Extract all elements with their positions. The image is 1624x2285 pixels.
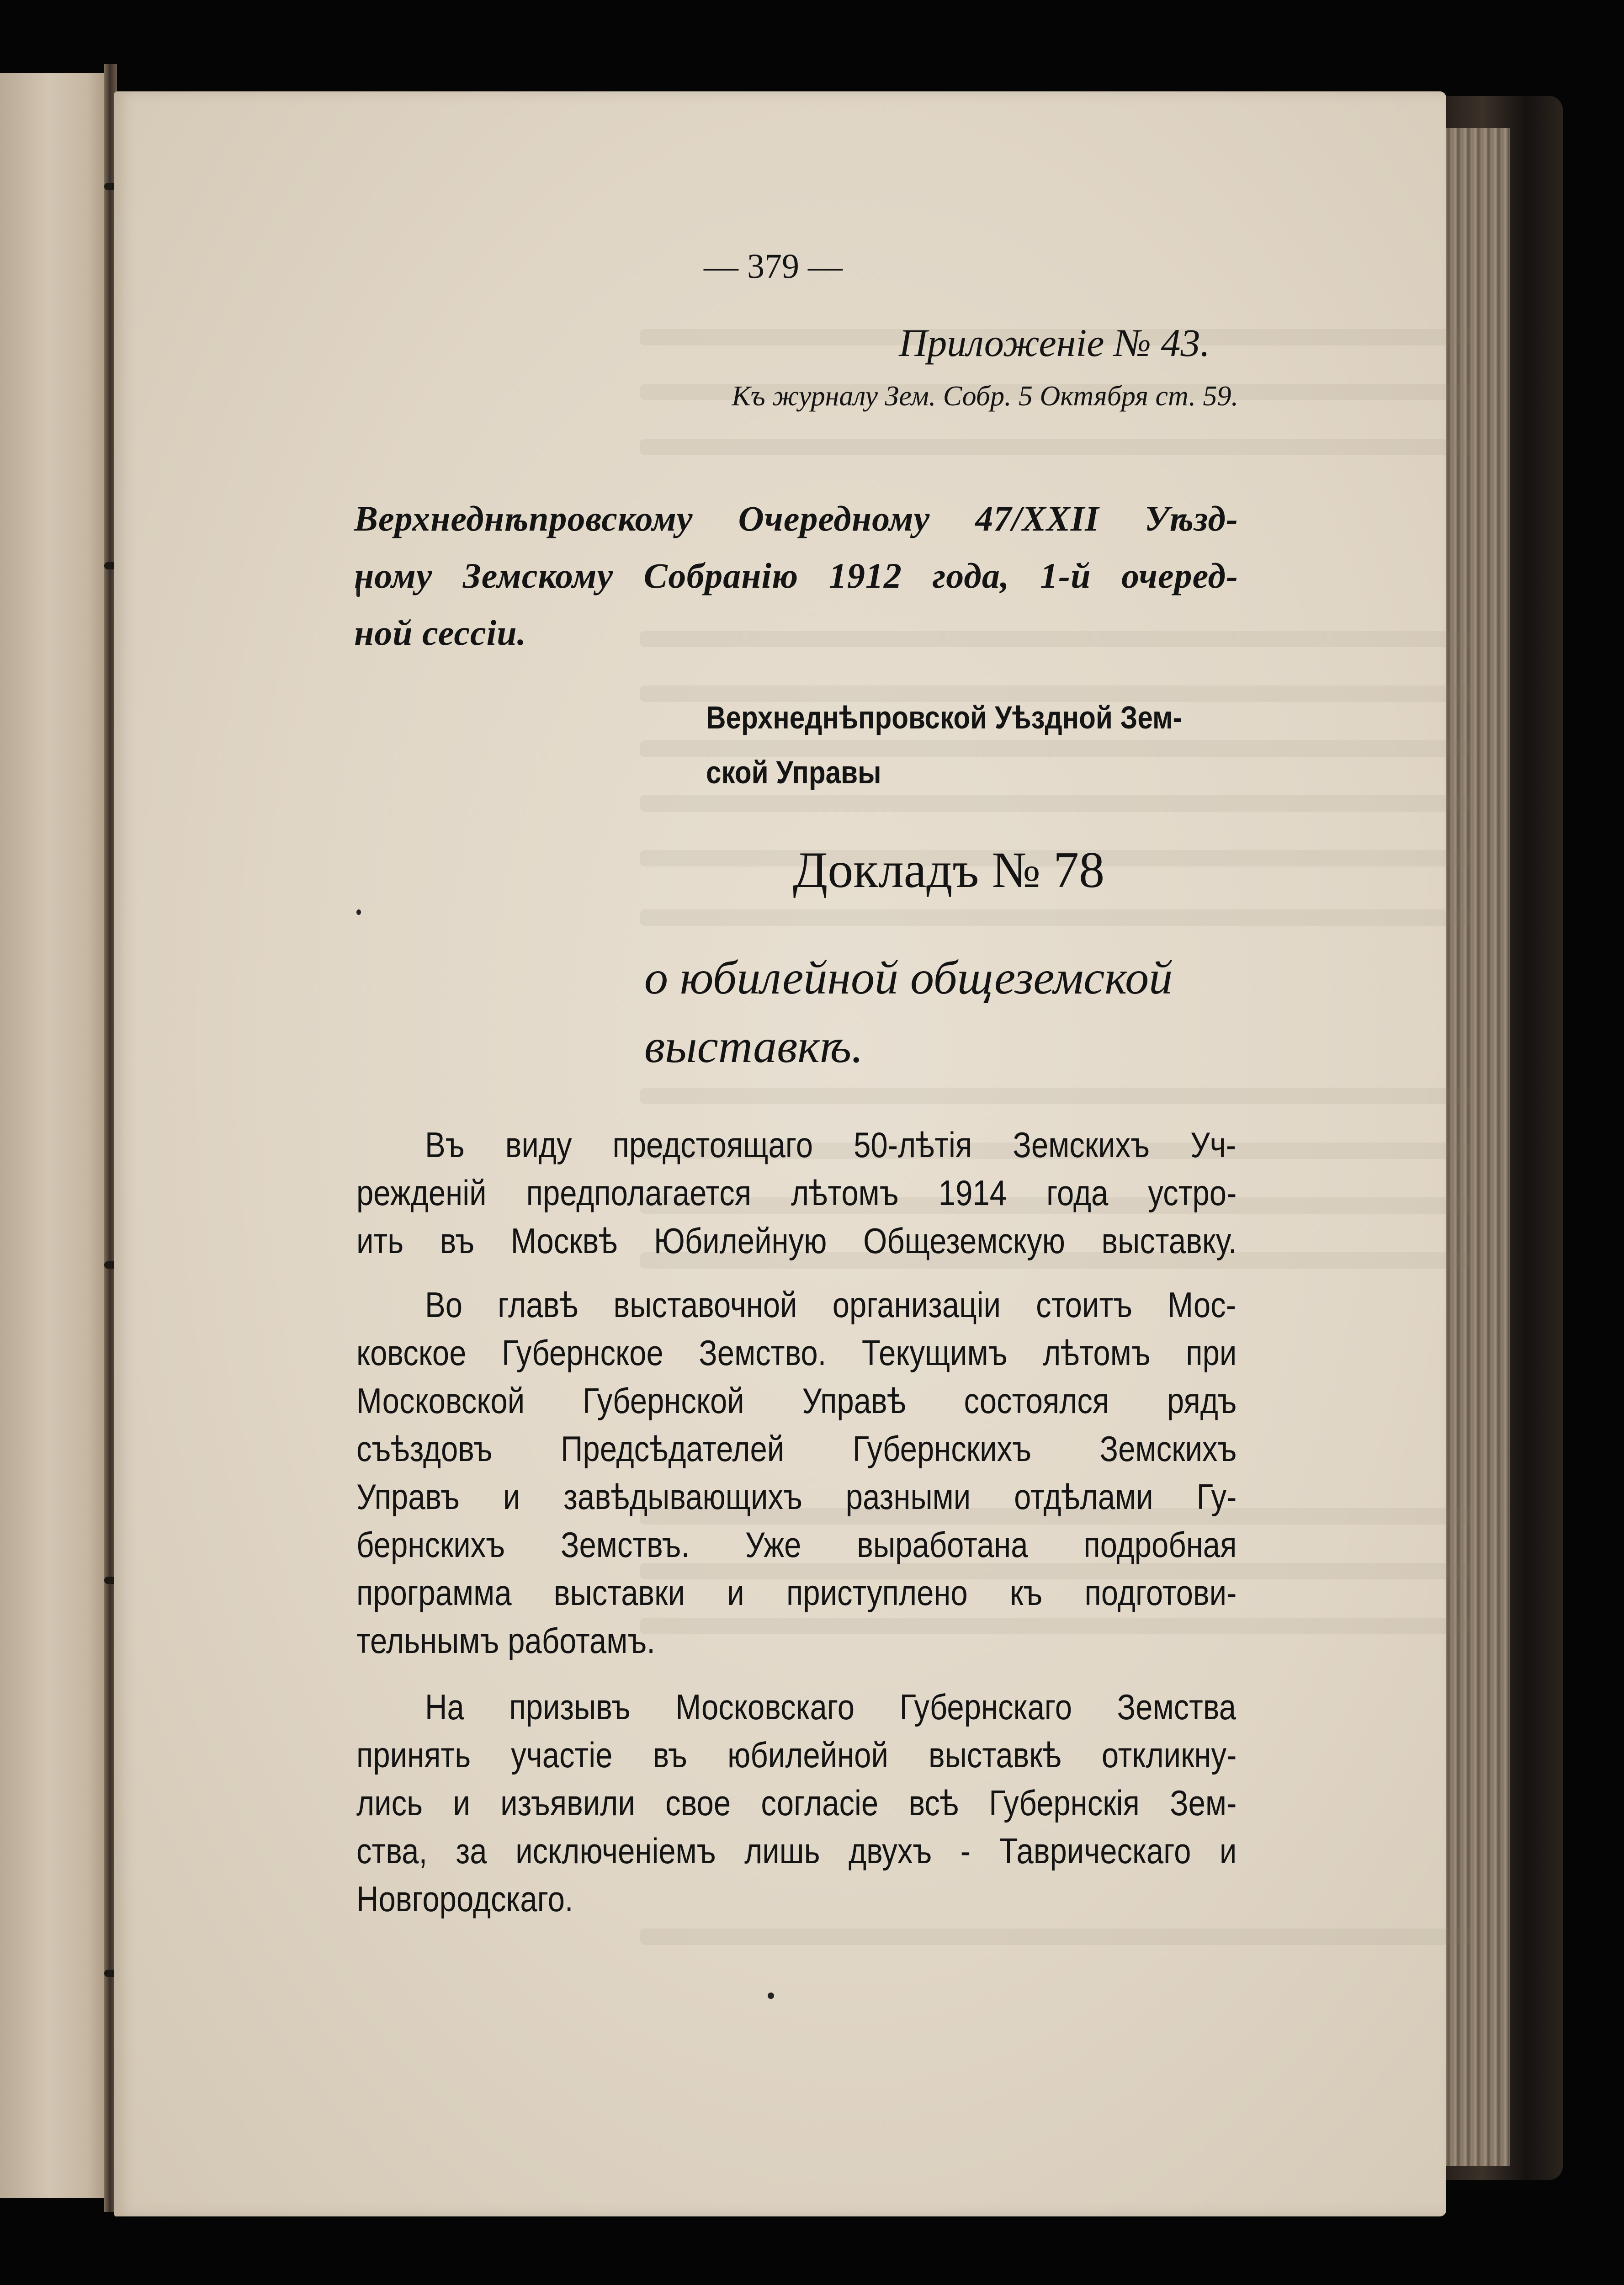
body-line: бернскихъ Земствъ. Уже выработана подробная (356, 1525, 1237, 1565)
previous-page-edge (0, 73, 110, 2198)
board-line: ской Управы (706, 755, 881, 790)
subject-line: о юбилейной общеземской (644, 951, 1173, 1004)
body-line: Въ виду предстоящаго 50-лѣтiя Земскихъ Уч- (425, 1125, 1237, 1165)
body-line: лись и изъявили свое согласiе всѣ Губернскiя Зем- (356, 1783, 1237, 1823)
page-number: — 379 — (704, 247, 843, 286)
body-line: ить въ Москвѣ Юбилейную Общеземскую выставку. (356, 1221, 1237, 1261)
report-title: Докладъ № 78 (793, 842, 1105, 898)
journal-reference: Къ журналу Зем. Собр. 5 Октября ст. 59. (732, 381, 1238, 412)
body-line: съѣздовъ Предсѣдателей Губернскихъ Земскихъ (356, 1429, 1237, 1469)
address-line: ной сессiи. (354, 613, 527, 653)
body-line: Новгородскаго. (356, 1879, 573, 1919)
appendix-heading: Приложенiе № 43. (899, 321, 1210, 365)
body-line: ства, за исключенiемъ лишь двухъ - Таврическаго и (356, 1831, 1237, 1871)
body-line: Московской Губернской Управѣ состоялся рядъ (356, 1381, 1237, 1421)
body-line: тельнымъ работамъ. (356, 1621, 655, 1661)
body-line: На призывъ Московскаго Губернскаго Земства (425, 1687, 1237, 1727)
subject-line: выставкѣ. (644, 1020, 864, 1073)
body-line: режденiй предполагается лѣтомъ 1914 года устро- (356, 1173, 1237, 1213)
body-line: программа выставки и приступлено къ подготови- (356, 1573, 1237, 1613)
body-line: Во главѣ выставочной организацiи стоитъ Мос- (425, 1285, 1237, 1325)
board-line: Верхнеднѣпровской Уѣздной Зем- (706, 700, 1182, 735)
address-line: ному Земскому Собранiю 1912 года, 1-й очеред- (354, 556, 1238, 595)
body-line: ковское Губернское Земство. Текущимъ лѣтомъ при (356, 1333, 1237, 1373)
address-line: Верхнеднѣпровскому Очередному 47/XXII Уѣзд- (354, 499, 1238, 538)
body-line: принять участiе въ юбилейной выставкѣ откликну- (356, 1735, 1237, 1775)
body-line: Управъ и завѣдывающихъ разными отдѣлами Гу- (356, 1477, 1237, 1517)
